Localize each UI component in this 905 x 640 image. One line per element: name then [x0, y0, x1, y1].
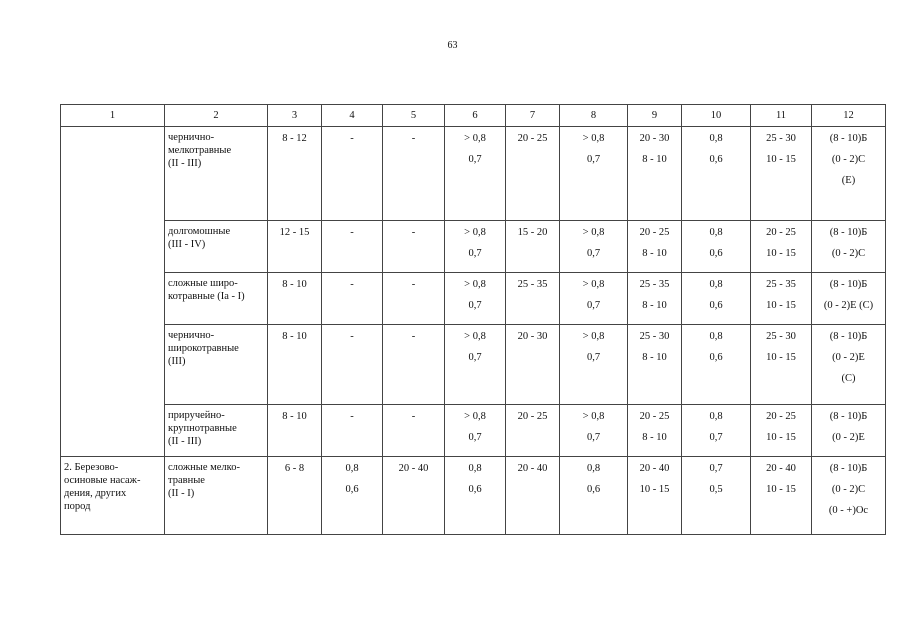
- cell-value: 15 - 20: [517, 227, 548, 238]
- value-cell-c12: [812, 273, 886, 325]
- cell-value: 25 - 30: [766, 133, 796, 144]
- value-cell-c12: [812, 127, 886, 221]
- cell-value: 8 - 10: [642, 300, 667, 311]
- value-cell-c3: [268, 325, 322, 405]
- cell-value: 20 - 40: [517, 463, 548, 474]
- cell-value: -: [411, 411, 416, 422]
- value-cell-c4: [322, 457, 383, 535]
- value-cell-c3: [268, 127, 322, 221]
- cell-value: (0 - 2)Е: [832, 352, 865, 363]
- cell-value: 25 - 30: [766, 331, 796, 342]
- cell-value: > 0,8: [464, 133, 486, 144]
- cell-value: 0,6: [468, 484, 482, 495]
- cell-value: 0,8: [709, 411, 723, 422]
- cell-value: 8 - 10: [642, 432, 667, 443]
- value-cell-c6: [445, 405, 506, 457]
- value-cell-c5: [383, 127, 445, 221]
- value-cell-c9: [628, 221, 682, 273]
- value-cell-c10: [682, 221, 751, 273]
- value-cell-c11: [751, 221, 812, 273]
- cell-value: -: [350, 227, 354, 238]
- cell-value: 8 - 12: [282, 133, 307, 144]
- header-cell-2: 2: [165, 105, 268, 127]
- value-cell-c4: [322, 273, 383, 325]
- cell-value: > 0,8: [464, 331, 486, 342]
- header-cell-6: 6: [445, 105, 506, 127]
- value-cell-c10: [682, 273, 751, 325]
- cell-value: 10 - 15: [766, 432, 796, 443]
- cell-value: > 0,8: [582, 331, 605, 342]
- value-cell-c3: [268, 457, 322, 535]
- cell-value: 0,7: [586, 432, 601, 443]
- table-row: [61, 127, 886, 221]
- cell-value: 0,6: [709, 300, 723, 311]
- cell-value: 0,8: [709, 279, 723, 290]
- cell-value: -: [350, 331, 354, 342]
- cell-value: 0,6: [345, 484, 359, 495]
- table-row: [61, 325, 886, 405]
- value-cell-c5: [383, 273, 445, 325]
- cell-value: 8 - 10: [282, 279, 307, 290]
- forest-type-cell: сложные широ- котравные (Ia - I): [165, 273, 268, 325]
- header-cell-12: 12: [812, 105, 886, 127]
- cell-value: (0 - 2)С: [831, 248, 866, 259]
- cell-value: 10 - 15: [766, 352, 796, 363]
- cell-value: 10 - 15: [766, 154, 796, 165]
- value-cell-c10: [682, 127, 751, 221]
- cell-value: 0,6: [709, 248, 723, 259]
- value-cell-c9: [628, 127, 682, 221]
- cell-value: 0,6: [709, 154, 723, 165]
- cell-value: 25 - 30: [639, 331, 670, 342]
- cell-value: 6 - 8: [284, 463, 305, 474]
- value-cell-c5: [383, 221, 445, 273]
- cell-value: (8 - 10)Б: [829, 411, 868, 422]
- cell-value: 8 - 10: [642, 154, 667, 165]
- value-cell-c7: [506, 127, 560, 221]
- cell-value: > 0,8: [464, 227, 486, 238]
- cell-value: (8 - 10)Б: [829, 227, 868, 238]
- value-cell-c8: [560, 273, 628, 325]
- cell-value: 10 - 15: [766, 300, 796, 311]
- cell-value: (0 - 2)Е: [832, 432, 865, 443]
- cell-value: 20 - 25: [766, 411, 796, 422]
- value-cell-c8: [560, 405, 628, 457]
- value-cell-c9: [628, 325, 682, 405]
- header-cell-5: 5: [383, 105, 445, 127]
- value-cell-c10: [682, 405, 751, 457]
- page-number: 63: [447, 40, 458, 51]
- cell-value: -: [411, 331, 416, 342]
- value-cell-c4: [322, 325, 383, 405]
- cell-value: 10 - 15: [639, 484, 670, 495]
- cell-value: 20 - 40: [766, 463, 796, 474]
- value-cell-c3: [268, 273, 322, 325]
- value-cell-c8: [560, 221, 628, 273]
- value-cell-c9: [628, 405, 682, 457]
- cell-value: 25 - 35: [639, 279, 670, 290]
- group-cell: [61, 127, 165, 457]
- value-cell-c12: [812, 405, 886, 457]
- cell-value: 20 - 40: [639, 463, 670, 474]
- cell-value: (8 - 10)Б: [829, 463, 868, 474]
- forest-data-table: [60, 104, 886, 535]
- header-cell-1: 1: [61, 105, 165, 127]
- cell-value: -: [411, 279, 416, 290]
- value-cell-c11: [751, 273, 812, 325]
- value-cell-c11: [751, 325, 812, 405]
- cell-value: 0,7: [586, 248, 601, 259]
- value-cell-c6: [445, 273, 506, 325]
- cell-value: 20 - 25: [517, 133, 548, 144]
- cell-value: 20 - 25: [639, 411, 670, 422]
- cell-value: 0,5: [709, 484, 723, 495]
- value-cell-c3: [268, 221, 322, 273]
- cell-value: (8 - 10)Б: [829, 279, 868, 290]
- value-cell-c12: [812, 221, 886, 273]
- value-cell-c5: [383, 457, 445, 535]
- table-body: [61, 105, 886, 535]
- header-cell-9: 9: [628, 105, 682, 127]
- cell-value: 0,7: [468, 352, 482, 363]
- cell-value: 0,8: [709, 331, 723, 342]
- table-row: [61, 457, 886, 535]
- value-cell-c6: [445, 325, 506, 405]
- header-cell-8: 8: [560, 105, 628, 127]
- cell-value: 0,7: [468, 432, 482, 443]
- cell-value: > 0,8: [464, 279, 486, 290]
- cell-value: 8 - 10: [642, 248, 667, 259]
- cell-value: 0,6: [709, 352, 723, 363]
- cell-value: 0,8: [709, 227, 723, 238]
- cell-value: (8 - 10)Б: [829, 331, 868, 342]
- header-cell-11: 11: [751, 105, 812, 127]
- cell-value: (Е): [841, 175, 856, 186]
- cell-value: 20 - 30: [517, 331, 548, 342]
- cell-value: (0 - 2)Е (С): [823, 300, 874, 311]
- cell-value: -: [350, 279, 354, 290]
- cell-value: 25 - 35: [517, 279, 548, 290]
- cell-value: (8 - 10)Б: [829, 133, 868, 144]
- value-cell-c10: [682, 325, 751, 405]
- group-cell: 2. Березово- осиновые насаж- дения, других пород: [61, 457, 165, 535]
- value-cell-c6: [445, 457, 506, 535]
- cell-value: 0,7: [468, 248, 482, 259]
- cell-value: 20 - 40: [398, 463, 429, 474]
- cell-value: 25 - 35: [766, 279, 796, 290]
- table-row: [61, 221, 886, 273]
- value-cell-c7: [506, 273, 560, 325]
- cell-value: 0,7: [468, 154, 482, 165]
- cell-value: 12 - 15: [279, 227, 310, 238]
- value-cell-c7: [506, 325, 560, 405]
- forest-type-cell: чернично- широкотравные (III): [165, 325, 268, 405]
- cell-value: 8 - 10: [642, 352, 667, 363]
- cell-value: > 0,8: [582, 133, 605, 144]
- cell-value: 10 - 15: [766, 484, 796, 495]
- header-cell-4: 4: [322, 105, 383, 127]
- cell-value: (С): [841, 373, 856, 384]
- value-cell-c12: [812, 325, 886, 405]
- value-cell-c6: [445, 127, 506, 221]
- value-cell-c9: [628, 273, 682, 325]
- cell-value: 0,8: [468, 463, 482, 474]
- header-cell-3: 3: [268, 105, 322, 127]
- cell-value: 0,7: [586, 154, 601, 165]
- header-row: [61, 105, 886, 127]
- forest-type-cell: сложные мелко- травные (II - I): [165, 457, 268, 535]
- value-cell-c4: [322, 221, 383, 273]
- cell-value: 0,8: [586, 463, 601, 474]
- cell-value: 8 - 10: [282, 411, 307, 422]
- header-cell-10: 10: [682, 105, 751, 127]
- value-cell-c3: [268, 405, 322, 457]
- cell-value: 20 - 25: [639, 227, 670, 238]
- value-cell-c4: [322, 405, 383, 457]
- value-cell-c5: [383, 325, 445, 405]
- cell-value: 20 - 25: [517, 411, 548, 422]
- cell-value: 0,7: [709, 432, 723, 443]
- cell-value: 20 - 30: [639, 133, 670, 144]
- cell-value: 0,8: [345, 463, 359, 474]
- cell-value: > 0,8: [582, 411, 605, 422]
- value-cell-c9: [628, 457, 682, 535]
- cell-value: 8 - 10: [282, 331, 307, 342]
- cell-value: > 0,8: [582, 279, 605, 290]
- cell-value: 0,7: [709, 463, 723, 474]
- cell-value: 10 - 15: [766, 248, 796, 259]
- cell-value: > 0,8: [464, 411, 486, 422]
- header-cell-7: 7: [506, 105, 560, 127]
- value-cell-c6: [445, 221, 506, 273]
- value-cell-c8: [560, 457, 628, 535]
- forest-type-cell: приручейно- крупнотравные (II - III): [165, 405, 268, 457]
- cell-value: 20 - 25: [766, 227, 796, 238]
- cell-value: > 0,8: [582, 227, 605, 238]
- table-row: [61, 273, 886, 325]
- value-cell-c8: [560, 325, 628, 405]
- cell-value: -: [411, 133, 416, 144]
- cell-value: -: [350, 133, 354, 144]
- cell-value: 0,7: [468, 300, 482, 311]
- value-cell-c11: [751, 457, 812, 535]
- value-cell-c10: [682, 457, 751, 535]
- cell-value: 0,7: [586, 352, 601, 363]
- cell-value: 0,7: [586, 300, 601, 311]
- cell-value: 0,8: [709, 133, 723, 144]
- cell-value: (0 - +)Ос: [828, 505, 869, 516]
- value-cell-c11: [751, 127, 812, 221]
- value-cell-c7: [506, 405, 560, 457]
- cell-value: -: [411, 227, 416, 238]
- table-row: [61, 405, 886, 457]
- cell-value: 0,6: [586, 484, 601, 495]
- value-cell-c8: [560, 127, 628, 221]
- forest-type-cell: чернично- мелкотравные (II - III): [165, 127, 268, 221]
- value-cell-c11: [751, 405, 812, 457]
- cell-value: (0 - 2)С: [831, 484, 866, 495]
- value-cell-c5: [383, 405, 445, 457]
- cell-value: -: [350, 411, 354, 422]
- value-cell-c7: [506, 457, 560, 535]
- value-cell-c7: [506, 221, 560, 273]
- forest-type-cell: долгомошные (III - IV): [165, 221, 268, 273]
- value-cell-c12: [812, 457, 886, 535]
- value-cell-c4: [322, 127, 383, 221]
- cell-value: (0 - 2)С: [831, 154, 866, 165]
